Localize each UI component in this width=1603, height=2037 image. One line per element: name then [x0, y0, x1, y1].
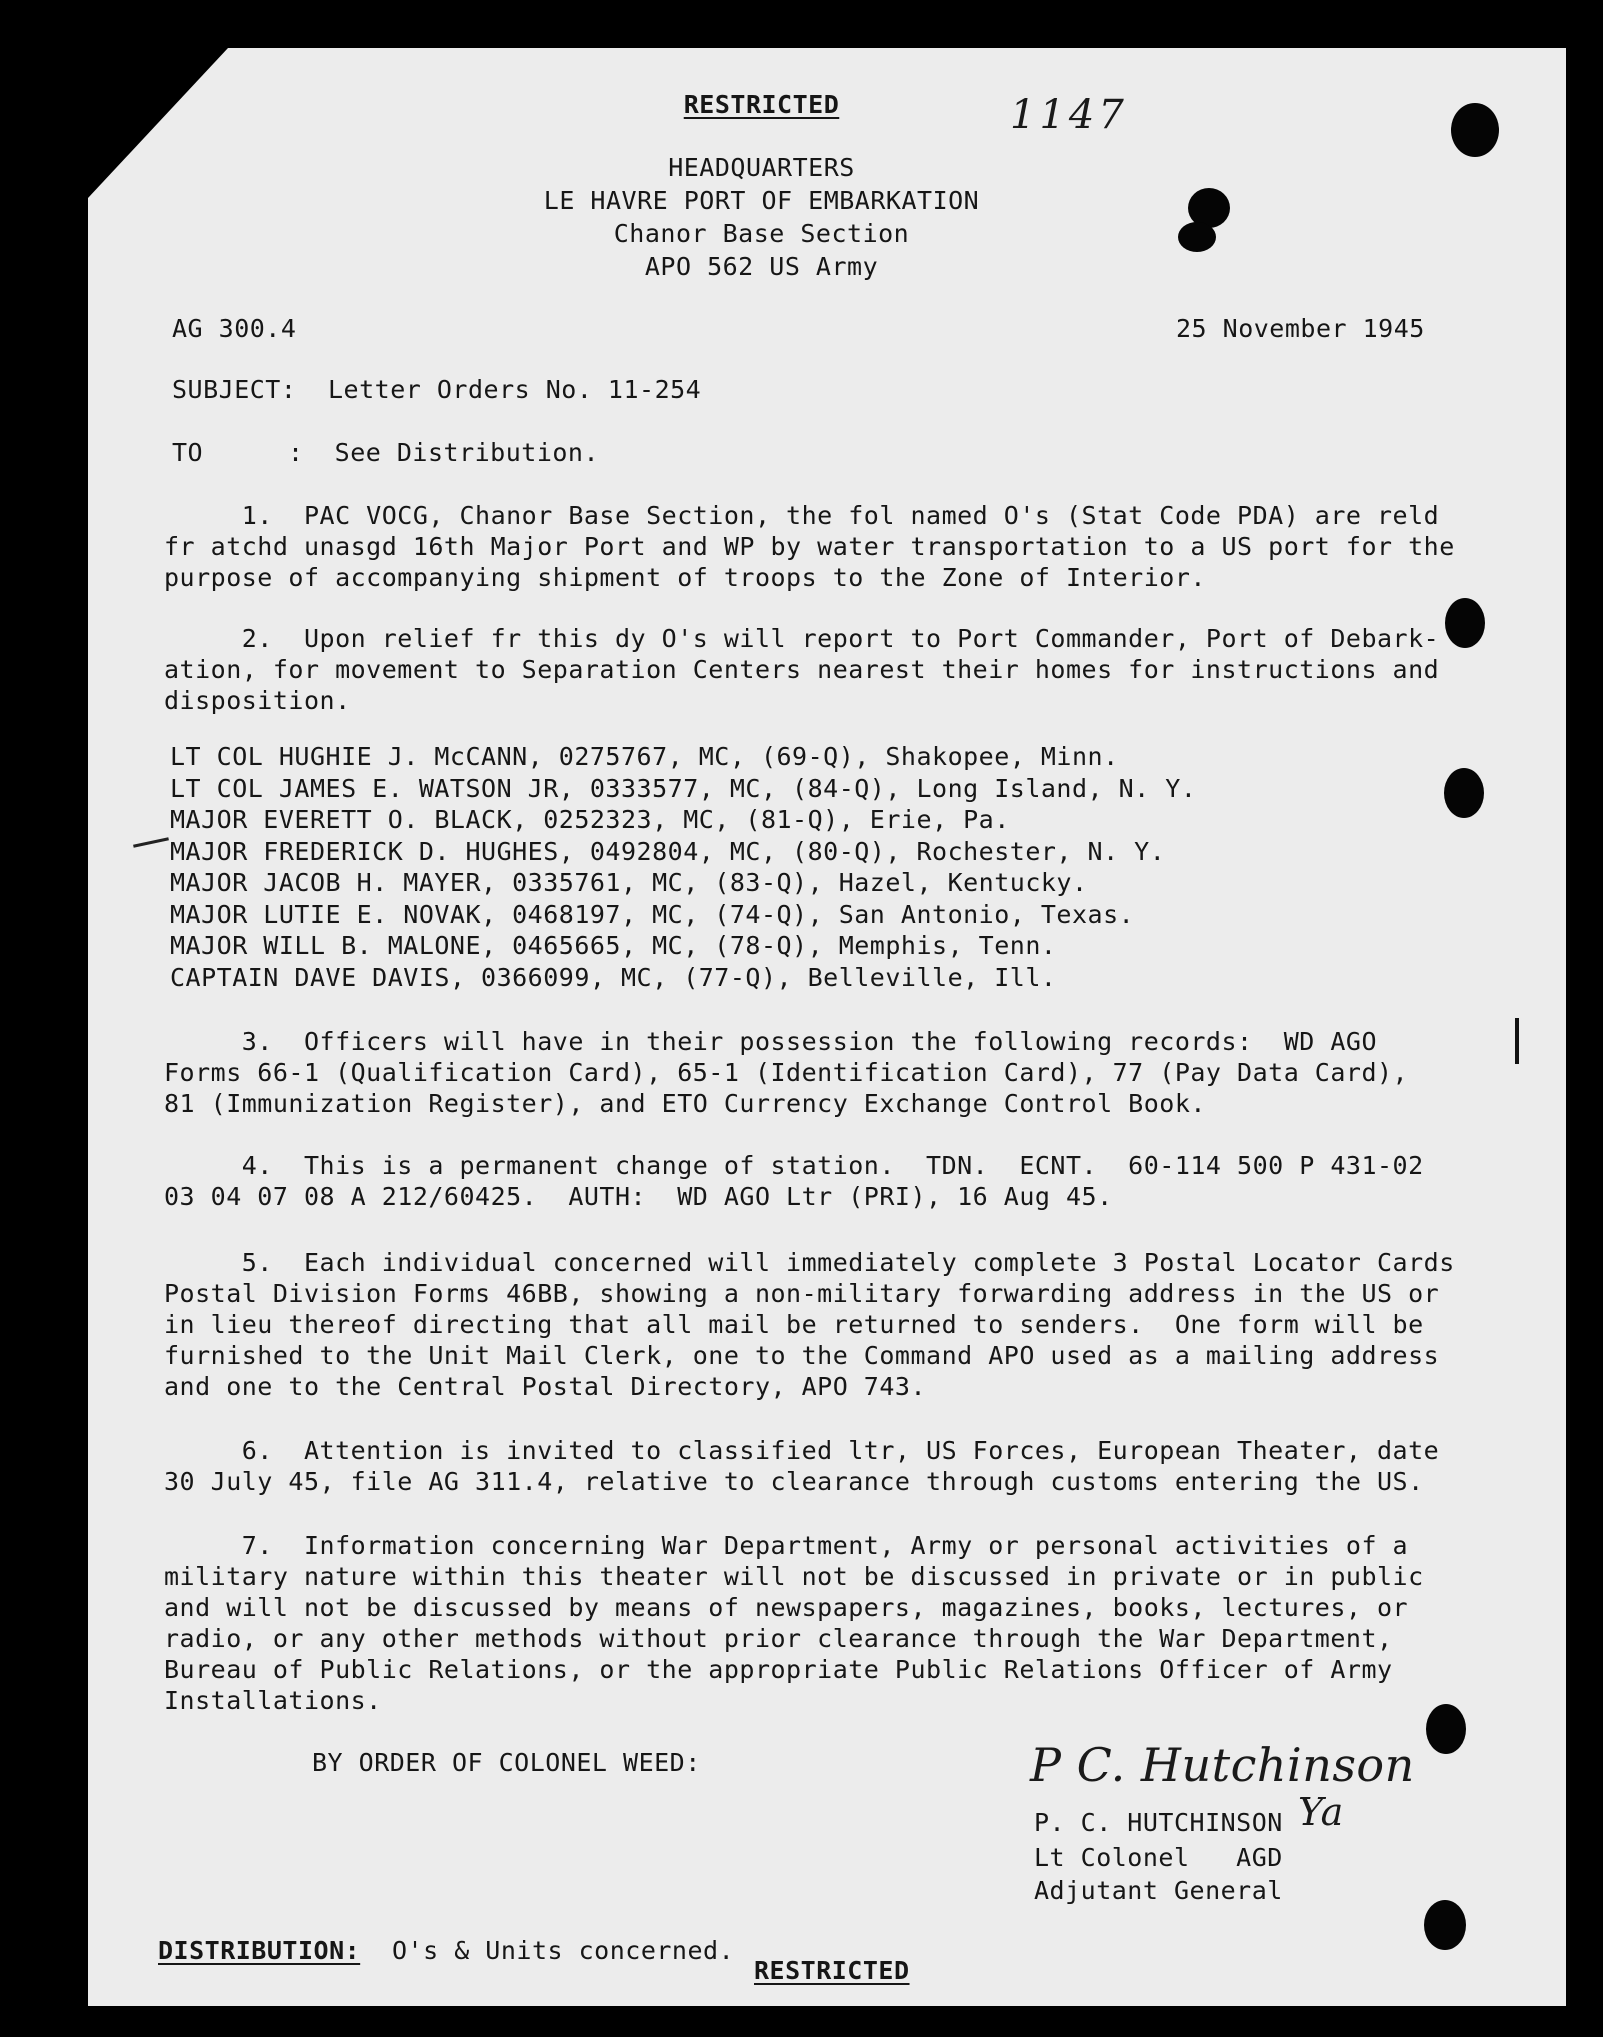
- text-line: 3. Officers will have in their possession the following records: WD AGO: [164, 1027, 1377, 1056]
- order-date: 25 November 1945: [1176, 314, 1425, 343]
- text-line: Installations.: [164, 1686, 382, 1715]
- officer-entry: MAJOR FREDERICK D. HUGHES, 0492804, MC, (80-Q), Rochester, N. Y.: [170, 836, 1166, 866]
- text-line: 81 (Immunization Register), and ETO Currency Exchange Control Book.: [164, 1089, 1206, 1118]
- paragraph-3: [164, 1026, 1484, 1119]
- text-line: Postal Division Forms 46BB, showing a non-military forwarding address in the US or: [164, 1279, 1440, 1308]
- text-line: 5. Each individual concerned will immediately complete 3 Postal Locator Cards: [164, 1248, 1455, 1277]
- text-line: 2. Upon relief fr this dy O's will report to Port Commander, Port of Debark-: [164, 624, 1440, 653]
- hq-line: HEADQUARTERS: [668, 153, 855, 182]
- paragraph-7: [164, 1530, 1484, 1716]
- paragraph-4: [164, 1150, 1484, 1212]
- text-line: Bureau of Public Relations, or the appropriate Public Relations Officer of Army: [164, 1655, 1393, 1684]
- officer-entry: MAJOR WILL B. MALONE, 0465665, MC, (78-Q), Memphis, Tenn.: [170, 931, 1057, 960]
- text-line: and one to the Central Postal Directory, APO 743.: [164, 1372, 927, 1401]
- classification-top: RESTRICTED: [683, 90, 840, 119]
- to-value: : See Distribution.: [288, 438, 600, 467]
- text-line: ation, for movement to Separation Centers nearest their homes for instructions and: [164, 655, 1440, 684]
- officer-entry: CAPTAIN DAVE DAVIS, 0366099, MC, (77-Q), Belleville, Ill.: [170, 962, 1057, 992]
- subject-value: Letter Orders No. 11-254: [328, 375, 702, 404]
- signer-name: P. C. HUTCHINSON: [1034, 1808, 1283, 1837]
- paragraph-2: [164, 623, 1484, 716]
- hq-line: APO 562 US Army: [644, 252, 879, 281]
- to-label: TO: [172, 438, 204, 467]
- file-number-handwritten: 1147: [1010, 92, 1128, 138]
- ag-reference: AG 300.4: [172, 314, 297, 343]
- text-line: 1. PAC VOCG, Chanor Base Section, the fol named O's (Stat Code PDA) are reld: [164, 501, 1440, 530]
- paragraph-6: [164, 1435, 1484, 1497]
- officer-list: [170, 741, 1196, 993]
- hq-line: LE HAVRE PORT OF EMBARKATION: [543, 186, 980, 215]
- by-order-line: BY ORDER OF COLONEL WEED:: [312, 1748, 701, 1777]
- text-line: purpose of accompanying shipment of troops to the Zone of Interior.: [164, 563, 1206, 592]
- officer-entry: MAJOR LUTIE E. NOVAK, 0468197, MC, (74-Q), San Antonio, Texas.: [170, 899, 1135, 929]
- text-line: military nature within this theater will not be discussed in private or in public: [164, 1562, 1424, 1591]
- officer-entry: LT COL HUGHIE J. McCANN, 0275767, MC, (69-Q), Shakopee, Minn.: [170, 742, 1119, 771]
- text-line: 30 July 45, file AG 311.4, relative to clearance through customs entering the US.: [164, 1467, 1424, 1496]
- text-line: radio, or any other methods without prior clearance through the War Department,: [164, 1624, 1393, 1653]
- distribution-label: DISTRIBUTION:: [158, 1936, 361, 1965]
- officer-entry: MAJOR EVERETT O. BLACK, 0252323, MC, (81-Q), Erie, Pa.: [170, 805, 1010, 834]
- text-line: 7. Information concerning War Department, Army or personal activities of a: [164, 1531, 1409, 1560]
- subject-label: SUBJECT:: [172, 375, 297, 404]
- paragraph-1: [164, 500, 1484, 593]
- text-line: in lieu thereof directing that all mail be returned to senders. One form will be: [164, 1310, 1424, 1339]
- signer-rank: Lt Colonel AGD: [1034, 1843, 1283, 1872]
- text-line: 03 04 07 08 A 212/60425. AUTH: WD AGO Ltr (PRI), 16 Aug 45.: [164, 1182, 1113, 1211]
- hq-line: Chanor Base Section: [613, 219, 910, 248]
- signer-title: Adjutant General: [1034, 1876, 1283, 1905]
- paragraph-5: [164, 1247, 1484, 1402]
- distribution-value: O's & Units concerned.: [392, 1936, 735, 1965]
- classification-bottom: RESTRICTED: [754, 1956, 910, 1985]
- text-line: Forms 66-1 (Qualification Card), 65-1 (Identification Card), 77 (Pay Data Card),: [164, 1058, 1409, 1087]
- signer-initials: Ya: [1298, 1790, 1344, 1834]
- officer-entry: LT COL JAMES E. WATSON JR, 0333577, MC, (84-Q), Long Island, N. Y.: [170, 773, 1197, 803]
- officer-entry: MAJOR JACOB H. MAYER, 0335761, MC, (83-Q), Hazel, Kentucky.: [170, 868, 1088, 897]
- text-line: 4. This is a permanent change of station. TDN. ECNT. 60-114 500 P 431-02: [164, 1151, 1424, 1180]
- text-line: disposition.: [164, 686, 351, 715]
- text-line: fr atchd unasgd 16th Major Port and WP by water transportation to a US port for the: [164, 532, 1455, 561]
- signature: P C. Hutchinson: [1030, 1738, 1415, 1792]
- text-line: furnished to the Unit Mail Clerk, one to the Command APO used as a mailing address: [164, 1341, 1440, 1370]
- text-line: 6. Attention is invited to classified ltr, US Forces, European Theater, date: [164, 1436, 1440, 1465]
- text-line: and will not be discussed by means of newspapers, magazines, books, lectures, or: [164, 1593, 1409, 1622]
